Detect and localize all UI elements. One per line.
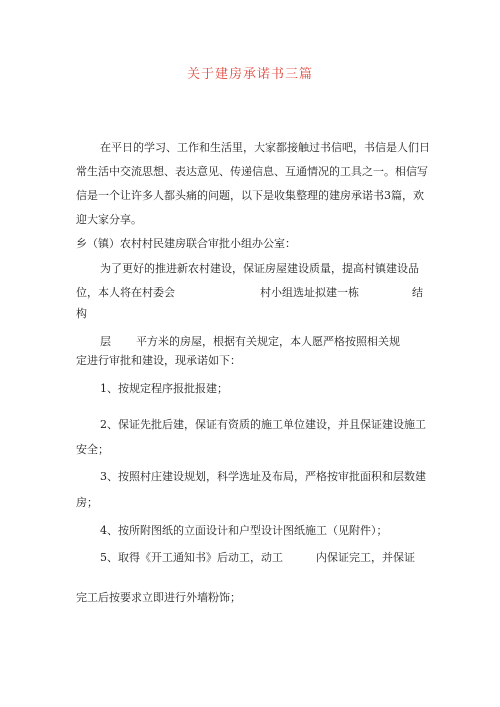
intro-line-3: 信是一个让许多人都头痛的问题，以下是收集整理的建房承诺书3篇，欢	[76, 189, 424, 202]
item-3-line-2: 房；	[76, 496, 98, 509]
intro-line-1: 在平日的学习、工作和生活里，大家都接触过书信吧，书信是人们日	[100, 141, 430, 154]
body-line-2a: 位，本人将在村委会	[76, 286, 175, 299]
item-5-line-1a: 5、取得《开工通知书》后动工，动工	[100, 551, 283, 564]
body-line-1: 为了更好的推进新农村建设，保证房屋建设质量，提高村镇建设品	[100, 262, 419, 275]
item-5-line-1b: 内保证完工，并保证	[316, 551, 415, 564]
body-line-5: 定进行审批和建设，现承诺如下：	[76, 354, 241, 367]
item-2-line-1: 2、保证先批后建，保证有资质的施工单位建设，并且保证建设施工	[100, 418, 426, 431]
intro-line-2: 常生活中交流思想、表达意见、传递信息、互通情况的工具之一。相信写	[76, 165, 428, 178]
item-5-line-2: 完工后按要求立即进行外墙粉饰；	[76, 591, 241, 604]
body-line-2c: 结	[412, 286, 423, 299]
salutation: 乡（镇）农村村民建房联合审批小组办公室：	[76, 237, 296, 250]
intro-line-4: 迎大家分享。	[76, 213, 142, 226]
item-1: 1、按规定程序报批报建；	[100, 382, 228, 395]
body-line-2b: 村小组选址拟建一栋	[260, 286, 359, 299]
item-2-line-2: 安全；	[76, 443, 109, 456]
body-line-4b: 平方米的房屋，根据有关规定，本人愿严格按照相关规	[136, 335, 400, 348]
body-line-3: 构	[76, 307, 87, 320]
item-4: 4、按所附图纸的立面设计和户型设计图纸施工（见附件）；	[100, 524, 388, 537]
document-title: 关于建房承诺书三篇	[186, 67, 313, 82]
item-3-line-1: 3、按照村庄建设规划，科学选址及布局，严格按审批面积和层数建	[100, 470, 426, 483]
body-line-4a: 层	[100, 335, 111, 348]
